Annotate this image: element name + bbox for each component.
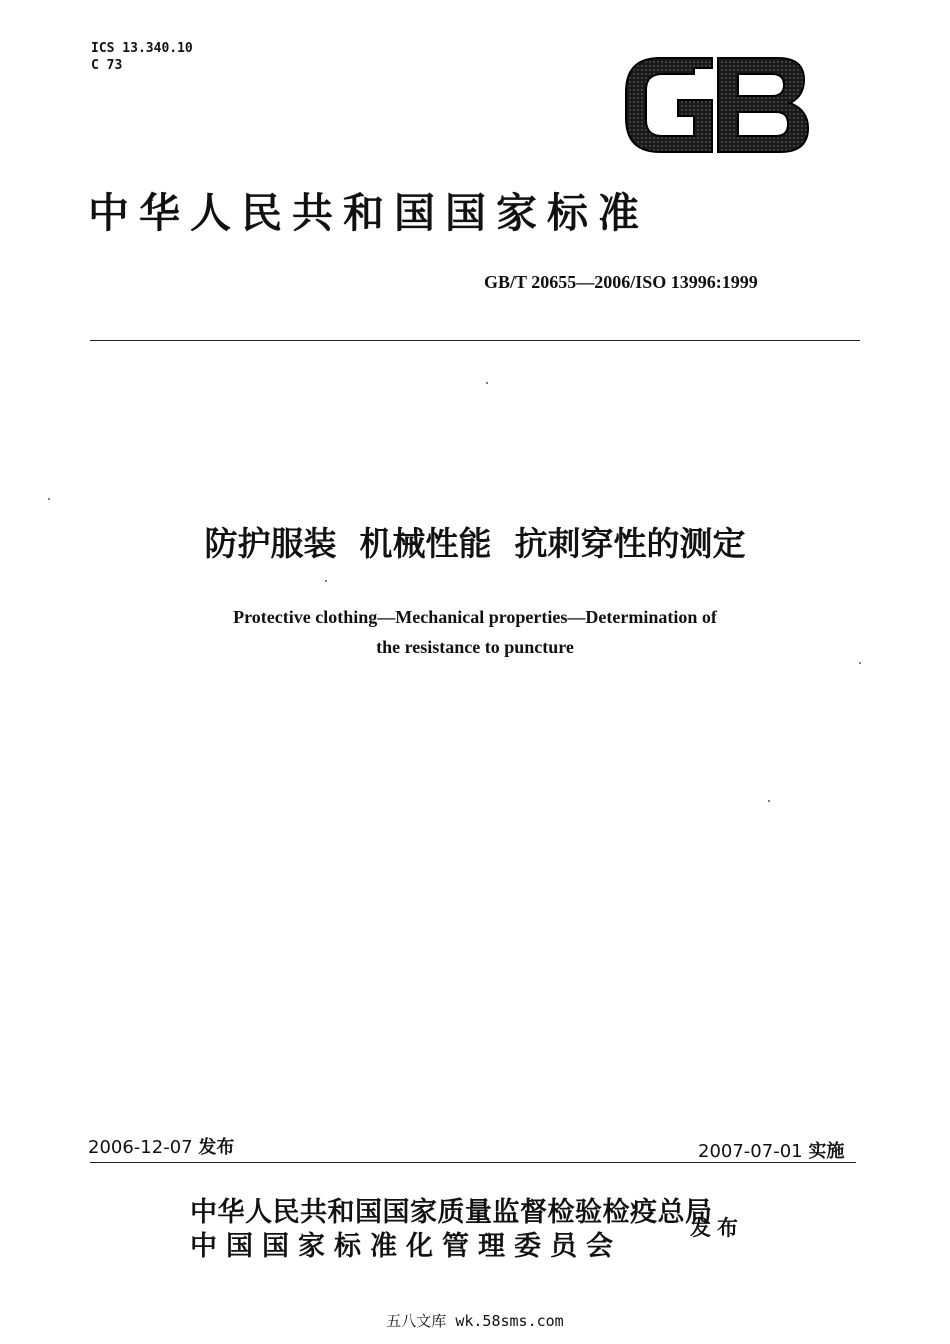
implement-date: 2007-07-01 xyxy=(698,1141,803,1162)
issue-label: 发布 xyxy=(198,1137,235,1158)
footer-watermark: 五八文库 wk.58sms.com xyxy=(386,1312,564,1330)
gb-logo xyxy=(620,52,812,158)
scan-speck xyxy=(859,662,861,664)
ics-code: ICS 13.340.10 xyxy=(91,41,193,56)
issuer-aqsiq: 中华人民共和国国家质量监督检验检疫总局 xyxy=(190,1197,713,1227)
classification-codes xyxy=(91,40,193,74)
scan-speck xyxy=(486,382,488,384)
implement-date-block xyxy=(698,1137,844,1163)
scan-speck xyxy=(48,498,50,500)
class-code: C 73 xyxy=(91,58,123,73)
main-title: 中华人民共和国国家标准 xyxy=(88,190,649,236)
standard-number: GB/T 20655—2006/ISO 13996:1999 xyxy=(484,272,758,292)
scan-speck xyxy=(325,580,327,582)
top-divider xyxy=(90,340,860,341)
english-title xyxy=(0,602,950,662)
implement-label: 实施 xyxy=(808,1141,845,1162)
chinese-title: 防护服装 机械性能 抗刺穿性的测定 xyxy=(204,524,746,563)
bottom-divider xyxy=(90,1162,856,1163)
issuer-sac: 中国国家标准化管理委员会 xyxy=(190,1231,622,1261)
issue-date: 2006-12-07 xyxy=(88,1137,193,1158)
issue-date-block xyxy=(88,1133,234,1159)
gb-logo-text: GB xyxy=(620,52,622,53)
scan-speck xyxy=(768,800,770,802)
english-title-line2: the resistance to puncture xyxy=(376,637,574,657)
english-title-line1: Protective clothing—Mechanical properties—Determination of xyxy=(233,607,717,627)
publish-label: 发布 xyxy=(690,1216,744,1240)
